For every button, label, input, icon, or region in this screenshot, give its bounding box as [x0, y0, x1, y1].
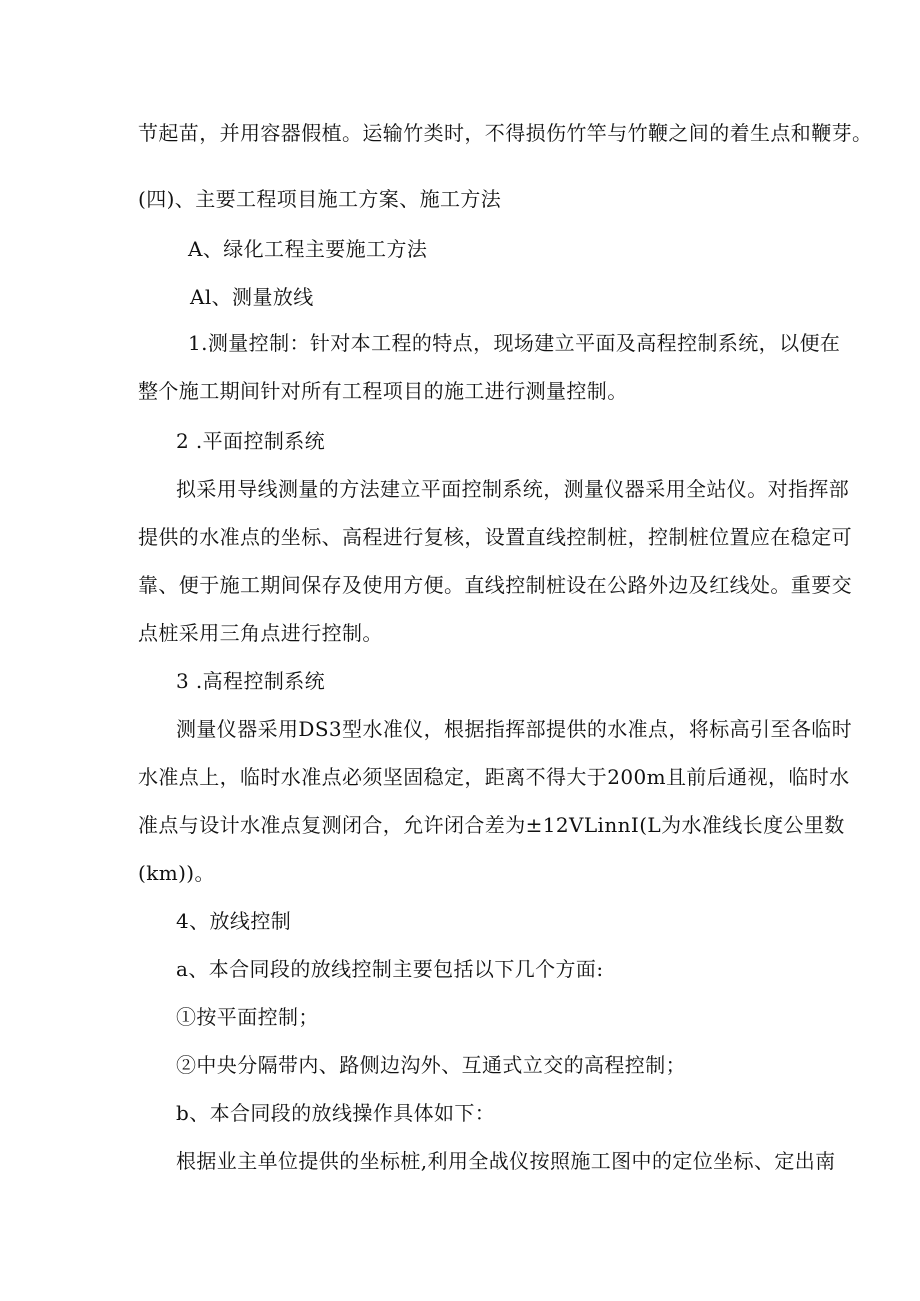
item-heading: 4、放线控制 — [176, 909, 292, 933]
paragraph-line: 提供的水准点的坐标、高程进行复核，设置直线控制桩，控制桩位置应在稳定可 — [138, 525, 852, 549]
subsection-heading: A、绿化工程主要施工方法 — [188, 237, 428, 261]
paragraph-line: 准点与设计水准点复测闭合，允许闭合差为±12VLinnI(L为水准线长度公里数 — [138, 813, 845, 837]
subsection-heading: Al、测量放线 — [190, 285, 314, 309]
paragraph-line: 根据业主单位提供的坐标桩,利用全战仪按照施工图中的定位坐标、定出南 — [176, 1149, 836, 1173]
paragraph-line: 节起苗，并用容器假植。运输竹类时，不得损伤竹竿与竹鞭之间的着生点和鞭芽。 — [138, 121, 873, 145]
paragraph-line: 测量仪器采用DS3型水准仪，根据指挥部提供的水准点，将标高引至各临时 — [176, 717, 853, 741]
item-heading: 2 .平面控制系统 — [176, 429, 326, 453]
paragraph-line: a、本合同段的放线控制主要包括以下几个方面: — [176, 957, 604, 981]
paragraph-line: 水准点上，临时水准点必须坚固稳定，距离不得大于200m且前后通视，临时水 — [138, 765, 850, 789]
item-heading: 3 .高程控制系统 — [176, 669, 326, 693]
list-item: ②中央分隔带内、路侧边沟外、互通式立交的高程控制； — [176, 1053, 686, 1077]
paragraph-line: 1.测量控制：针对本工程的特点，现场建立平面及高程控制系统，以便在 — [188, 331, 841, 355]
paragraph-line: b、本合同段的放线操作具体如下： — [176, 1101, 496, 1125]
paragraph-line: 点桩采用三角点进行控制。 — [138, 621, 383, 645]
paragraph-line: 整个施工期间针对所有工程项目的施工进行测量控制。 — [138, 379, 628, 403]
paragraph-line: (km))。 — [138, 861, 215, 885]
paragraph-line: 拟采用导线测量的方法建立平面控制系统，测量仪器采用全站仪。对指挥部 — [176, 477, 850, 501]
list-item: ①按平面控制； — [176, 1005, 319, 1029]
paragraph-line: 靠、便于施工期间保存及使用方便。直线控制桩设在公路外边及红线处。重要交 — [138, 573, 852, 597]
section-heading: (四)、主要工程项目施工方案、施工方法 — [138, 187, 502, 211]
